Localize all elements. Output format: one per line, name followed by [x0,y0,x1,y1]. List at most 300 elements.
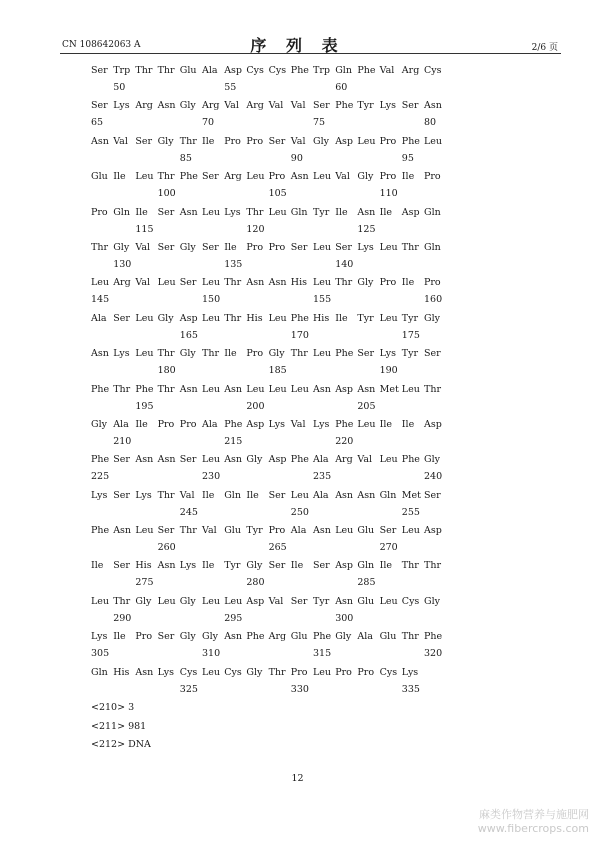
amino-acid-residue: Asp [401,206,420,218]
amino-acid-residue: Leu [313,348,332,360]
amino-acid-residue: Gln [91,666,108,678]
amino-acid-residue: Thr [246,206,264,218]
amino-acid-residue: Phe [335,348,354,360]
amino-acid-residue: Leu [268,312,287,324]
amino-acid-residue: Ser [157,206,175,218]
amino-acid-residue: Leu [157,595,176,607]
amino-acid-residue: Asn [335,595,354,607]
position-number: 80 [424,117,437,129]
position-number: 215 [224,435,243,447]
amino-acid-residue: Asp [335,560,354,572]
amino-acid-residue: Val [335,171,350,183]
amino-acid-residue: Tyr [357,100,374,112]
amino-acid-residue: Ser [179,454,197,466]
amino-acid-residue: Leu [313,666,332,678]
amino-acid-residue: Thr [401,560,419,572]
amino-acid-residue: Phe [246,631,265,643]
position-number: 75 [313,117,326,129]
residue-row [91,313,471,330]
amino-acid-residue: Thr [224,312,242,324]
amino-acid-residue: Gly [246,666,263,678]
amino-acid-residue: Asn [313,383,331,395]
amino-acid-residue: Phe [335,100,354,112]
amino-acid-residue: Glu [357,595,375,607]
amino-acid-residue: Leu [135,312,154,324]
amino-acid-residue: Lys [135,489,152,501]
amino-acid-residue: Ala [357,631,373,643]
amino-acid-residue: Tyr [313,206,330,218]
amino-acid-residue: Leu [357,418,376,430]
amino-acid-residue: Ile [290,560,304,572]
sequence-block [91,171,471,206]
amino-acid-residue: Asn [179,383,198,395]
amino-acid-residue: Gly [424,595,440,607]
position-number-row [91,224,471,241]
amino-acid-residue: Cys [401,595,420,607]
amino-acid-residue: Ala [202,65,218,76]
amino-acid-residue: Thr [401,631,419,643]
position-number: 225 [91,471,110,483]
amino-acid-residue: Ile [202,135,215,147]
position-number: 125 [357,223,376,235]
position-number: 310 [202,648,221,660]
watermark-url: www.fibercrops.com [477,822,589,835]
amino-acid-residue: Phe [135,383,154,395]
position-number: 70 [202,117,215,129]
amino-acid-residue: Asn [179,206,198,218]
amino-acid-residue: Gly [246,560,263,572]
position-number: 240 [424,471,443,483]
amino-acid-residue: Asp [335,135,354,147]
amino-acid-residue: Gly [424,312,440,324]
amino-acid-residue: His [113,666,130,678]
amino-acid-residue: Ile [379,560,393,572]
position-number: 305 [91,648,110,660]
amino-acid-residue: Ser [113,560,130,572]
amino-acid-residue: Val [379,65,395,76]
amino-acid-residue: Arg [335,454,353,466]
amino-acid-residue: Asn [246,277,265,289]
position-number: 280 [246,577,265,589]
amino-acid-residue: Leu [135,171,154,183]
amino-acid-residue: Asn [157,560,176,572]
amino-acid-residue: Ile [202,560,215,572]
amino-acid-residue: Leu [91,277,110,289]
amino-acid-residue: Asp [424,525,442,537]
amino-acid-residue: Asn [157,454,176,466]
amino-acid-residue: Cys [379,666,398,678]
amino-acid-residue: Val [268,595,284,607]
amino-acid-residue: His [246,312,263,324]
amino-acid-residue: Gln [113,206,130,218]
position-number: 265 [268,542,287,554]
position-number: 110 [379,188,398,200]
amino-acid-residue: Leu [290,383,309,395]
amino-acid-residue: Val [135,241,151,253]
position-number: 320 [424,648,443,660]
amino-acid-residue: Pro [379,277,397,289]
amino-acid-residue: Thr [179,135,197,147]
amino-acid-residue: Leu [268,206,287,218]
position-number-row [91,613,471,630]
amino-acid-residue: Asn [224,631,243,643]
amino-acid-residue: Thr [157,171,175,183]
amino-acid-residue: Val [357,454,373,466]
amino-acid-residue: Thr [224,277,242,289]
position-number: 115 [135,223,154,235]
amino-acid-residue: Phe [335,418,354,430]
amino-acid-residue: Asn [313,525,331,537]
amino-acid-residue: Ile [113,631,126,643]
residue-row [91,454,471,471]
meta-tag: <210> [91,702,126,713]
amino-acid-residue: Pro [246,348,264,360]
sequence-block [91,454,471,489]
position-number: 100 [157,188,176,200]
amino-acid-residue: Tyr [224,560,241,572]
residue-row [91,277,471,294]
amino-acid-residue: Leu [202,312,221,324]
position-number: 160 [424,294,443,306]
amino-acid-residue: Leu [357,135,376,147]
position-number-row [91,507,471,524]
sequence-block [91,631,471,666]
amino-acid-residue: Ala [113,418,129,430]
amino-acid-residue: Val [268,100,284,112]
amino-acid-residue: Cys [224,666,242,678]
amino-acid-residue: Asp [424,418,442,430]
position-number: 255 [401,506,420,518]
amino-acid-residue: Cys [268,65,287,76]
position-number: 90 [290,152,303,164]
amino-acid-residue: Asp [246,418,265,430]
amino-acid-residue: Leu [246,383,265,395]
amino-acid-residue: Phe [401,454,420,466]
position-number: 290 [113,612,132,624]
amino-acid-residue: Lys [224,206,241,218]
amino-acid-residue: Pro [379,171,397,183]
amino-acid-residue: Glu [290,631,308,643]
amino-acid-residue: Ile [113,171,126,183]
position-number: 270 [379,542,398,554]
amino-acid-residue: Ser [424,489,441,501]
position-number: 245 [179,506,198,518]
patent-number: CN 108642063 A [62,40,141,50]
amino-acid-residue: Thr [113,595,131,607]
amino-acid-residue: Pro [246,135,264,147]
amino-acid-residue: Arg [113,277,131,289]
amino-acid-residue: Met [401,489,421,501]
amino-acid-residue: Leu [91,595,110,607]
amino-acid-residue: Asn [357,383,376,395]
header-divider [60,53,561,54]
amino-acid-residue: Ile [335,206,348,218]
sequence-listing [91,65,471,702]
amino-acid-residue: Arg [401,65,420,76]
position-number-row [91,330,471,347]
amino-acid-residue: Glu [357,525,375,537]
position-number: 200 [246,400,265,412]
residue-row [91,100,471,117]
page-title: 序 列 表 [250,36,345,55]
amino-acid-residue: Phe [179,171,198,183]
amino-acid-residue: Ser [113,312,130,324]
amino-acid-residue: Ile [379,206,393,218]
position-number-row [91,153,471,170]
position-number: 135 [224,258,243,270]
amino-acid-residue: Ser [268,560,286,572]
amino-acid-residue: Ile [135,206,148,218]
amino-acid-residue: Gln [224,489,241,501]
amino-acid-residue: Asp [246,595,265,607]
amino-acid-residue: Asn [335,489,354,501]
position-number: 130 [113,258,132,270]
residue-row [91,171,471,188]
sequence-block [91,384,471,419]
amino-acid-residue: Gly [246,454,263,466]
amino-acid-residue: Lys [313,418,330,430]
amino-acid-residue: Val [113,135,128,147]
amino-acid-residue: Asn [268,277,287,289]
amino-acid-residue: Ser [335,241,352,253]
position-number: 235 [313,471,332,483]
residue-row [91,631,471,648]
amino-acid-residue: Asn [91,135,109,147]
amino-acid-residue: Ser [157,631,175,643]
position-number-row [91,542,471,559]
position-number-row [91,188,471,205]
amino-acid-residue: Ser [401,100,419,112]
amino-acid-residue: Asn [424,100,442,112]
sequence-block [91,100,471,135]
amino-acid-residue: Leu [202,666,221,678]
position-number: 120 [246,223,265,235]
amino-acid-residue: Thr [157,65,175,76]
amino-acid-residue: Leu [313,277,332,289]
position-number: 325 [179,683,198,695]
amino-acid-residue: Ile [401,277,415,289]
amino-acid-residue: Ser [379,525,397,537]
amino-acid-residue: Ile [379,418,393,430]
amino-acid-residue: Lys [268,418,285,430]
amino-acid-residue: Pro [246,241,264,253]
residue-row [91,560,471,577]
amino-acid-residue: Asp [224,65,243,76]
position-number: 250 [290,506,309,518]
amino-acid-residue: Lys [379,100,396,112]
amino-acid-residue: Ser [313,560,330,572]
amino-acid-residue: Cys [179,666,198,678]
amino-acid-residue: Pro [268,171,286,183]
amino-acid-residue: Asp [268,454,287,466]
amino-acid-residue: Thr [335,277,353,289]
position-number: 145 [91,294,110,306]
amino-acid-residue: Thr [91,241,108,253]
amino-acid-residue: Ser [268,135,286,147]
page-indicator: 2/6 页 [531,43,558,53]
amino-acid-residue: Gly [179,348,196,360]
amino-acid-residue: Cys [424,65,442,76]
amino-acid-residue: Leu [379,595,398,607]
position-number: 55 [224,82,237,93]
amino-acid-residue: Val [290,135,306,147]
meta-line [91,739,151,758]
amino-acid-residue: Leu [202,277,221,289]
amino-acid-residue: Pro [224,135,241,147]
amino-acid-residue: Ser [290,241,308,253]
amino-acid-residue: Ser [290,595,308,607]
position-number: 150 [202,294,221,306]
position-number-row [91,471,471,488]
amino-acid-residue: Pro [424,277,441,289]
amino-acid-residue: Pro [179,418,197,430]
amino-acid-residue: Arg [246,100,264,112]
amino-acid-residue: Leu [424,135,443,147]
amino-acid-residue: Phe [313,631,332,643]
amino-acid-residue: Asn [135,454,154,466]
amino-acid-residue: Pro [290,666,308,678]
amino-acid-residue: Lys [157,666,174,678]
sequence-metadata [91,702,151,758]
amino-acid-residue: Phe [224,418,243,430]
amino-acid-residue: Pro [268,241,286,253]
amino-acid-residue: Trp [313,65,330,76]
amino-acid-residue: Asn [357,206,376,218]
amino-acid-residue: Gly [202,631,218,643]
amino-acid-residue: Ser [113,489,130,501]
amino-acid-residue: Val [224,100,239,112]
amino-acid-residue: Lys [91,631,108,643]
amino-acid-residue: Lys [113,348,130,360]
position-number-row [91,684,471,701]
amino-acid-residue: Ala [202,418,218,430]
amino-acid-residue: Asp [335,383,354,395]
position-number: 315 [313,648,332,660]
amino-acid-residue: Leu [202,454,221,466]
amino-acid-residue: Gly [357,277,374,289]
position-number-row [91,365,471,382]
amino-acid-residue: Ser [179,277,197,289]
amino-acid-residue: Leu [379,312,398,324]
amino-acid-residue: Gly [268,348,285,360]
amino-acid-residue: Asn [290,171,309,183]
amino-acid-residue: Tyr [401,348,419,360]
amino-acid-residue: Val [202,525,217,537]
amino-acid-residue: Val [179,489,195,501]
amino-acid-residue: Arg [135,100,153,112]
amino-acid-residue: Ile [401,418,415,430]
residue-row [91,419,471,436]
position-number: 105 [268,188,287,200]
position-number: 175 [401,329,420,341]
position-number: 95 [401,152,414,164]
position-number: 275 [135,577,154,589]
amino-acid-residue: Leu [202,383,221,395]
amino-acid-residue: Leu [313,171,332,183]
residue-row [91,490,471,507]
amino-acid-residue: Pro [424,171,441,183]
residue-row [91,207,471,224]
position-number-row [91,436,471,453]
position-number-row [91,401,471,418]
amino-acid-residue: Ile [202,489,215,501]
amino-acid-residue: Phe [290,312,309,324]
amino-acid-residue: Arg [268,631,287,643]
amino-acid-residue: Phe [290,454,309,466]
amino-acid-residue: Pro [157,418,175,430]
position-number: 170 [290,329,309,341]
amino-acid-residue: Ser [91,65,108,76]
amino-acid-residue: Leu [401,525,420,537]
amino-acid-residue: Thr [157,489,175,501]
amino-acid-residue: Phe [91,383,110,395]
amino-acid-residue: His [135,560,152,572]
amino-acid-residue: Ser [357,348,375,360]
amino-acid-residue: Asn [224,383,243,395]
amino-acid-residue: Ala [290,525,307,537]
amino-acid-residue: Gly [179,595,196,607]
amino-acid-residue: Pro [135,631,153,643]
amino-acid-residue: Glu [379,631,397,643]
amino-acid-residue: Ser [135,135,153,147]
amino-acid-residue: Asn [135,666,154,678]
meta-value: 3 [128,702,135,713]
amino-acid-residue: Asp [179,312,198,324]
amino-acid-residue: Tyr [357,312,374,324]
sequence-block [91,242,471,277]
amino-acid-residue: Ile [224,348,237,360]
watermark-site-name: 麻类作物营养与施肥网 [479,808,589,821]
position-number: 230 [202,471,221,483]
sequence-block [91,277,471,312]
amino-acid-residue: Pro [91,206,108,218]
watermark [478,808,589,836]
position-number: 190 [379,365,398,377]
position-number: 330 [290,683,309,695]
amino-acid-residue: Trp [113,65,131,76]
amino-acid-residue: Ile [135,418,148,430]
amino-acid-residue: Val [290,418,306,430]
amino-acid-residue: Phe [290,65,309,76]
position-number: 155 [313,294,332,306]
amino-acid-residue: Ser [313,100,330,112]
amino-acid-residue: Glu [91,171,108,183]
amino-acid-residue: Gly [157,135,174,147]
amino-acid-residue: Thr [157,383,175,395]
amino-acid-residue: Phe [91,525,110,537]
amino-acid-residue: Ser [202,171,219,183]
amino-acid-residue: Ser [157,241,175,253]
amino-acid-residue: Phe [424,631,443,643]
amino-acid-residue: Tyr [313,595,330,607]
amino-acid-residue: Ser [202,241,219,253]
amino-acid-residue: Ala [91,312,107,324]
amino-acid-residue: Lys [91,489,108,501]
residue-row [91,525,471,542]
meta-line [91,721,151,740]
amino-acid-residue: Ala [313,489,329,501]
amino-acid-residue: Gln [424,241,441,253]
residue-row [91,667,471,684]
sequence-block [91,136,471,171]
amino-acid-residue: Glu [179,65,197,76]
amino-acid-residue: Gly [335,631,352,643]
amino-acid-residue: Leu [202,206,221,218]
sequence-block [91,207,471,242]
amino-acid-residue: Leu [313,241,332,253]
amino-acid-residue: Thr [135,65,153,76]
position-number: 285 [357,577,376,589]
